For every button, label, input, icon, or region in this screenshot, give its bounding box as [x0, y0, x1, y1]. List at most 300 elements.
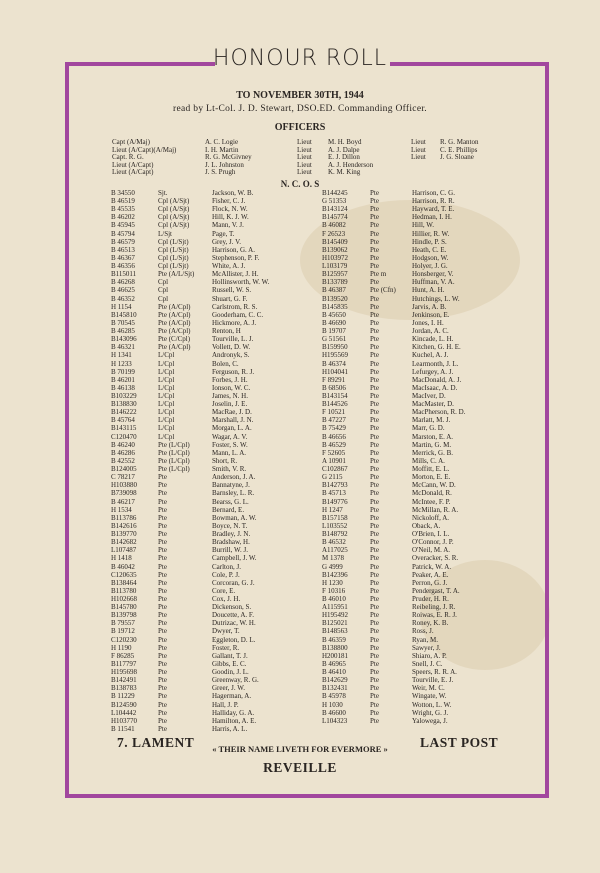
rank: Pte (L/Cpl) [158, 465, 190, 474]
soldier-name: Harris, A. L. [212, 724, 248, 733]
rank: Pte [158, 716, 167, 725]
rank: Pte m [370, 270, 387, 279]
rank: Pte [370, 473, 379, 482]
service-number: B 46082 [322, 221, 346, 230]
rank: Pte [370, 213, 379, 222]
soldier-name: MacIsaac, A. D. [412, 383, 458, 392]
soldier-name: Foster, R. [212, 643, 240, 652]
service-number: B113780 [111, 586, 137, 595]
officer-name: A. C. Logie [205, 138, 239, 146]
officer-rank: Lieut (A/Capt) [112, 160, 154, 169]
service-number: B144526 [322, 400, 348, 409]
rank: Pte [158, 530, 167, 539]
soldier-name: Harrison, R. R. [412, 197, 455, 206]
officer-rank: Lieut [411, 153, 426, 162]
soldier-name: Reibeling, J. R. [412, 603, 456, 612]
soldier-name: Gibbs, E. C. [212, 659, 247, 668]
rank: Pte [158, 595, 167, 603]
officer-rank: Lieut [297, 145, 312, 154]
soldier-name: Hagerman, A. [212, 692, 252, 701]
rank: Cpl [158, 286, 169, 295]
rank: Pte [158, 562, 167, 571]
rank: Pte [370, 416, 379, 425]
soldier-name: Bradshaw, H. [212, 538, 250, 547]
officer-rank: Lieut [297, 168, 312, 177]
soldier-name: MacRae, J. D. [212, 408, 252, 417]
rank: Pte [370, 716, 379, 725]
service-number: B143115 [111, 424, 137, 433]
rank: Pte [370, 278, 379, 287]
soldier-name: Ross, J. [412, 627, 434, 636]
rank: Pte [158, 627, 167, 636]
service-number: B 46519 [111, 197, 135, 206]
rank: Pte [370, 424, 379, 433]
rank: Pte [158, 635, 167, 644]
service-number: C120635 [111, 570, 137, 579]
soldier-name: Goodin, J. L. [212, 668, 249, 677]
soldier-name: Eggleton, D. L. [212, 635, 256, 644]
rank: Pte (Cfn) [370, 286, 396, 295]
rank: Pte (L/Cpl) [158, 440, 190, 449]
rank: Pte [370, 530, 379, 539]
rank: Pte [370, 635, 379, 644]
soldier-name: Renton, H [212, 327, 241, 336]
service-number: B 46268 [111, 278, 135, 287]
service-number: H 1233 [111, 359, 132, 368]
rank: Cpl [158, 294, 169, 303]
service-number: B139798 [111, 611, 137, 620]
rank: Cpl (L/Sjt) [158, 245, 189, 254]
rank: Pte [370, 708, 379, 717]
rank: Pte (A/Cpl) [158, 327, 191, 336]
rank: Pte [370, 586, 379, 595]
soldier-name: Yalowega, J. [412, 716, 448, 725]
officer-rank: Lieut [297, 160, 312, 169]
rank: Pte [370, 659, 379, 668]
service-number: B145835 [322, 302, 348, 311]
officer-name: I. H. Martin [205, 145, 239, 154]
service-number: A117025 [322, 546, 348, 555]
rank: Pte [370, 367, 379, 376]
soldier-name: Hamilton, A. E. [212, 716, 257, 725]
soldier-name: Hindle, P. S. [412, 237, 447, 246]
rank: Pte [158, 684, 167, 693]
service-number: M 1378 [322, 554, 344, 563]
service-number: G 51561 [322, 335, 347, 344]
service-number: B 46579 [111, 237, 135, 246]
service-number: H200181 [322, 651, 349, 660]
soldier-name: Tourville, E. J. [412, 676, 454, 685]
officer-name: C. E. Phillips [440, 145, 478, 154]
service-number: H 1154 [111, 302, 132, 311]
rank: Pte [370, 359, 379, 368]
rank: Pte [370, 505, 379, 514]
rank: Cpl (L/Sjt) [158, 262, 189, 271]
soldier-name: Mann, V. J. [212, 221, 244, 230]
soldier-name: Bearss, G. L. [212, 497, 249, 506]
rank: L/Cpl [158, 408, 175, 417]
service-number: B 46367 [111, 253, 135, 262]
service-number: L103552 [322, 521, 348, 530]
soldier-name: Mills, C. A. [412, 456, 445, 465]
service-number: B125957 [322, 270, 348, 279]
rank: Pte (A/Cpl) [158, 302, 191, 311]
rank: Pte [370, 619, 379, 628]
service-number: B159950 [322, 343, 348, 352]
service-number: B142629 [322, 676, 348, 685]
officer-name: K. M. King [328, 168, 361, 177]
rank: Pte [370, 375, 379, 384]
soldier-name: McIntee, F. P. [412, 497, 451, 506]
soldier-name: Smith, V. R. [212, 465, 247, 474]
rank: Pte [370, 383, 379, 392]
service-number: B 11541 [111, 724, 135, 733]
rank: Pte [370, 513, 379, 522]
soldier-name: Morton, E. E. [412, 473, 451, 482]
soldier-name: Hill, W. [412, 221, 434, 230]
service-number: B 11229 [111, 692, 135, 701]
service-number: B124005 [111, 465, 137, 474]
rank: Cpl (A/Sjt) [158, 197, 190, 206]
soldier-name: O'Brien, I. L. [412, 530, 450, 539]
soldier-name: Pruder, H. R. [412, 595, 449, 603]
soldier-name: Russell, W. S. [212, 286, 252, 295]
soldier-name: Patrick, W. A. [412, 562, 452, 571]
service-number: B143154 [322, 392, 348, 400]
service-number: B139062 [322, 245, 348, 254]
service-number: B 46138 [111, 383, 135, 392]
rank: Pte [370, 562, 379, 571]
rank: Pte [158, 505, 167, 514]
soldier-name: Dickenson, S. [212, 603, 252, 612]
rank: Pte [158, 473, 167, 482]
soldier-name: Barnsley, L. R. [212, 489, 255, 498]
soldier-name: Pendergast, T. A. [412, 586, 460, 595]
rank: Pte [370, 668, 379, 677]
rank: Pte [370, 489, 379, 498]
officer-rank: Lieut [411, 138, 426, 146]
rank: Pte [370, 432, 379, 441]
soldier-name: Speers, R. R. A. [412, 668, 457, 677]
rank: Pte [370, 521, 379, 530]
officer-name: R. G. Manton [440, 138, 479, 146]
rank: Pte (A/Cpl) [158, 310, 191, 319]
officer-name: J. G. Sloane [440, 153, 474, 162]
soldier-name: Joselin, J. E. [212, 400, 248, 409]
lament-item: 7. LAMENT [117, 735, 195, 750]
service-number: B 46321 [111, 343, 135, 352]
rank: Pte [158, 651, 167, 660]
officer-rank: Lieut (A/Capt)(A/Maj) [112, 145, 177, 154]
soldier-name: MacPherson, R. D. [412, 408, 466, 417]
service-number: B 46352 [111, 294, 135, 303]
soldier-name: MacIver, D. [412, 392, 446, 400]
soldier-name: Heath, C. E. [412, 245, 447, 254]
service-number: B145780 [111, 603, 137, 612]
service-number: B 68506 [322, 383, 346, 392]
soldier-name: Sawyer, J. [412, 643, 441, 652]
service-number: G 4999 [322, 562, 343, 571]
service-number: H195569 [322, 351, 349, 360]
rank: Pte [370, 684, 379, 693]
rank: Pte [370, 700, 379, 709]
rank: Pte [370, 318, 379, 327]
memorial-quote: « THEIR NAME LIVETH FOR EVERMORE » [212, 744, 388, 754]
soldier-name: Doucette, A. F. [212, 611, 255, 620]
soldier-name: Boyce, N. T. [212, 521, 248, 530]
service-number: B 70199 [111, 367, 135, 376]
service-number: B 79557 [111, 619, 135, 628]
rank: L/Sjt [158, 229, 173, 238]
soldier-name: O'Connor, J. P. [412, 538, 454, 547]
service-number: L104323 [322, 716, 348, 725]
service-number: B 46201 [111, 375, 135, 384]
service-number: B124590 [111, 700, 137, 709]
rank: Cpl (L/Sjt) [158, 253, 189, 262]
soldier-name: Ferguson, R. J. [212, 367, 255, 376]
soldier-name: Halliday, G. A. [212, 708, 255, 717]
service-number: B 75429 [322, 424, 346, 433]
soldier-name: Andronyk, S. [212, 351, 250, 360]
soldier-name: Ryan, M. [412, 635, 438, 644]
rank: Pte [370, 400, 379, 409]
service-number: H 1230 [322, 578, 343, 587]
soldier-name: Dwyer, T. [212, 627, 240, 636]
officer-rank: Lieut [297, 138, 312, 146]
rank: Pte [370, 253, 379, 262]
service-number: B 46240 [111, 440, 135, 449]
service-number: B145810 [111, 310, 137, 319]
officer-name: A. J. Henderson [328, 160, 374, 169]
rank: Pte [370, 554, 379, 563]
soldier-name: Lefurgey, A. J. [412, 367, 454, 376]
soldier-name: Roney, K. B. [412, 619, 449, 628]
service-number: B142682 [111, 538, 137, 547]
service-number: B 46202 [111, 213, 135, 222]
rank: L/Cpl [158, 424, 175, 433]
frame-border-bottom [65, 794, 549, 798]
soldier-name: Morgan, L. A. [212, 424, 252, 433]
service-number: C120230 [111, 635, 137, 644]
soldier-name: Kitchen, G. H. E. [412, 343, 461, 352]
officer-rank: Lieut (A/Capt) [112, 168, 154, 177]
service-number: F 89291 [322, 375, 346, 384]
soldier-name: Wotton, L. W. [412, 700, 452, 709]
service-number: F 86285 [111, 651, 135, 660]
rank: Pte [370, 456, 379, 465]
rank: Pte [158, 700, 167, 709]
soldier-name: Campbell, J. W. [212, 554, 257, 563]
service-number: H195698 [111, 668, 138, 677]
rank: Pte [370, 335, 379, 344]
read-by-line: read by Lt-Col. J. D. Stewart, DSO.ED. Commanding Officer. [173, 104, 427, 114]
rank: Pte [158, 724, 167, 733]
service-number: B139520 [322, 294, 348, 303]
rank: Pte [370, 245, 379, 254]
service-number: H103972 [322, 253, 349, 262]
soldier-name: Greenway, R. G. [212, 676, 259, 685]
service-number: B133789 [322, 278, 348, 287]
rank: Pte [158, 521, 167, 530]
soldier-name: McDonald, R. [412, 489, 452, 498]
service-number: B 45713 [322, 489, 346, 498]
rank: Pte [158, 586, 167, 595]
service-number: B 46374 [322, 359, 346, 368]
soldier-name: Mann, L. A. [212, 448, 247, 457]
soldier-name: Wright, G. J. [412, 708, 449, 717]
date-line: TO NOVEMBER 30TH, 1944 [236, 90, 364, 101]
rank: Pte [370, 676, 379, 685]
service-number: H 1534 [111, 505, 132, 514]
soldier-name: Honsberger, V. [412, 270, 454, 279]
reveille-item: REVEILLE [263, 760, 337, 775]
rank: L/Cpl [158, 383, 175, 392]
rank: L/Cpl [158, 375, 175, 384]
service-number: H 1030 [322, 700, 343, 709]
officer-rank: Capt. R. G. [112, 153, 144, 162]
soldier-name: Snell, J. C. [412, 659, 443, 668]
rank: Pte [370, 627, 379, 636]
soldier-name: Moffitt, E. L. [412, 465, 450, 474]
service-number: B148792 [322, 530, 348, 539]
officer-name: M. H. Boyd [328, 138, 362, 146]
rank: Pte (A/Cpl) [158, 343, 191, 352]
soldier-name: Peaker, A. E. [412, 570, 449, 579]
service-number: F 52605 [322, 448, 346, 457]
soldier-name: Vollett, D. W. [212, 343, 251, 352]
soldier-name: Cole, P. J. [212, 570, 240, 579]
soldier-name: Harrison, G. A. [212, 245, 255, 254]
service-number: B 45764 [111, 416, 135, 425]
soldier-name: Bannatyne, J. [212, 481, 250, 490]
rank: Pte [158, 513, 167, 522]
soldier-name: Short, R. [212, 456, 238, 465]
soldier-name: MacDonald, A. J. [412, 375, 462, 384]
service-number: B138800 [322, 643, 348, 652]
soldier-name: Martin, G. M. [412, 440, 452, 449]
rank: Pte [370, 197, 379, 206]
soldier-name: Jordan, A. C. [412, 327, 449, 336]
rank: Pte [158, 554, 167, 563]
service-number: B143124 [322, 205, 348, 214]
service-number: B 42552 [111, 456, 135, 465]
officer-name: J. L. Johnston [205, 160, 244, 169]
soldier-name: McAllister, J. H. [212, 270, 259, 279]
service-number: B 46656 [322, 432, 346, 441]
soldier-name: McCann, W. D. [412, 481, 456, 490]
soldier-name: Huffman, V. A. [412, 278, 455, 287]
service-number: B103229 [111, 392, 137, 400]
officer-rank: Lieut [411, 145, 426, 154]
rank: Pte [370, 481, 379, 490]
soldier-name: Stephenson, P. F. [212, 253, 260, 262]
rank: Pte (L/Cpl) [158, 448, 190, 457]
soldier-name: Marlatt, M. J. [412, 416, 451, 425]
service-number: B 46359 [322, 635, 346, 644]
service-number: C120470 [111, 432, 137, 441]
service-number: B145774 [322, 213, 348, 222]
officers-heading: OFFICERS [274, 122, 326, 133]
rank: L/Cpl [158, 359, 175, 368]
soldier-name: Flock, N. W. [212, 205, 248, 214]
service-number: B 46513 [111, 245, 135, 254]
soldier-name: Carlton, J. [212, 562, 241, 571]
soldier-name: Jarvis, A. B. [412, 302, 447, 311]
officer-name: A. J. Dalpe [328, 145, 360, 154]
soldier-name: Fisher, C. J. [212, 197, 246, 206]
officer-rank: Capt (A/Maj) [112, 138, 150, 146]
soldier-name: Grey, J. V. [212, 237, 242, 246]
rank: Pte [158, 497, 167, 506]
service-number: B 34550 [111, 189, 135, 197]
soldier-name: Hayward, T. E. [412, 205, 455, 214]
soldier-name: Perron, G. J. [412, 578, 448, 587]
soldier-name: Hall, J. P. [212, 700, 239, 709]
officer-name: J. S. Prugh [205, 168, 236, 177]
service-number: B 46529 [322, 440, 346, 449]
service-number: H195492 [322, 611, 349, 620]
service-number: H 1341 [111, 351, 132, 360]
rank: Pte [158, 538, 167, 547]
service-number: B 46532 [322, 538, 346, 547]
service-number: B 46410 [322, 668, 346, 677]
service-number: B 19712 [111, 627, 135, 636]
service-number: B 47227 [322, 416, 346, 425]
soldier-name: Page, T. [212, 229, 235, 238]
rank: Pte [370, 578, 379, 587]
soldier-name: McMillan, R. A. [412, 505, 459, 514]
soldier-name: Wingate, W. [412, 692, 447, 701]
service-number: B 45650 [322, 310, 346, 319]
rank: Pte [158, 659, 167, 668]
rank: Pte (A/L/Sjt) [158, 270, 195, 279]
soldier-name: Jenkinson, E. [412, 310, 450, 319]
soldier-name: Hunt, A. H. [412, 286, 445, 295]
soldier-name: Marshall, J. N. [212, 416, 254, 425]
service-number: B 46285 [111, 327, 135, 336]
service-number: B132431 [322, 684, 348, 693]
rank: Pte [370, 546, 379, 555]
rank: Pte [370, 408, 379, 417]
officer-name: E. J. Dillon [328, 153, 360, 162]
service-number: B739098 [111, 489, 137, 498]
service-number: F 26523 [322, 229, 346, 238]
service-number: B142793 [322, 481, 348, 490]
service-number: G 2115 [322, 473, 343, 482]
service-number: B149776 [322, 497, 348, 506]
rank: Sjt. [158, 189, 168, 197]
soldier-name: Gallant, T. J. [212, 651, 248, 660]
rank: Cpl (L/Sjt) [158, 237, 189, 246]
soldier-name: White, A. J. [212, 262, 246, 271]
soldier-name: Hickmore, A. J. [212, 318, 257, 327]
ncos-heading: N. C. O. S [280, 179, 320, 189]
service-number: B157158 [322, 513, 348, 522]
soldier-name: Hill, K. J. W. [212, 213, 249, 222]
rank: Pte [370, 237, 379, 246]
soldier-name: Weir, M. C. [412, 684, 445, 693]
rank: Pte [370, 262, 379, 271]
service-number: H103880 [111, 481, 138, 490]
service-number: B143096 [111, 335, 137, 344]
soldier-name: Hodgson, W. [412, 253, 449, 262]
service-number: A 10901 [322, 456, 346, 465]
soldier-name: Nickoloff, A. [412, 513, 450, 522]
service-number: B 46010 [322, 595, 346, 603]
soldier-name: Tourville, L. J. [212, 335, 254, 344]
soldier-name: Jackson, W. B. [212, 189, 254, 197]
soldier-name: Roiwas, E. R. J. [412, 611, 457, 620]
